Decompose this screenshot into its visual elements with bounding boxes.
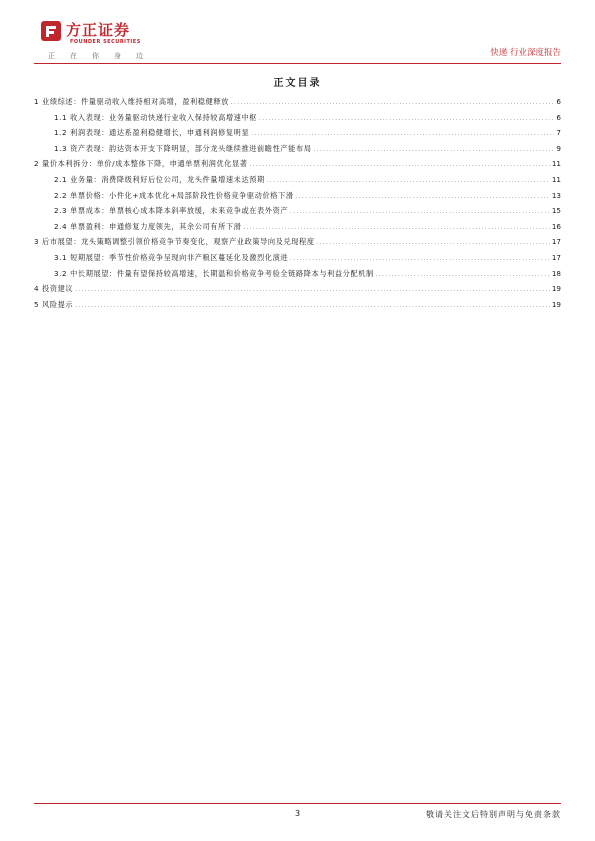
logo-english-name: FOUNDER SECURITIES — [70, 39, 141, 45]
toc-entry[interactable] — [34, 284, 561, 300]
toc-dot-leader — [75, 300, 550, 309]
toc-dot-leader — [251, 128, 554, 137]
toc-entry-title: 3.2 中长期展望：件量有望保持较高增速，长期温和价格竞争考验全链路降本与利益分配机制 — [54, 268, 374, 278]
toc-entry[interactable] — [34, 206, 561, 222]
logo-slogan: 正在你身边 — [48, 52, 158, 60]
toc-entry[interactable] — [34, 175, 561, 191]
toc-dot-leader — [317, 237, 550, 246]
page-header — [34, 18, 561, 64]
toc-entry-page: 9 — [556, 143, 561, 153]
toc-entry-title: 2 量价本利拆分：单价/成本整体下降，申通单票利润优化显著 — [34, 159, 248, 169]
report-type-tag: 快递 行业深度报告 — [490, 48, 561, 58]
toc-entry-page: 15 — [551, 206, 561, 216]
toc-title: 正文目录 — [273, 78, 322, 89]
founder-securities-logo — [40, 18, 180, 62]
toc-dot-leader — [314, 144, 555, 153]
toc-dot-leader — [75, 284, 550, 293]
toc-entry-page: 6 — [556, 97, 561, 106]
toc-entry[interactable] — [34, 269, 561, 285]
toc-entry[interactable] — [34, 253, 561, 269]
toc-entry[interactable] — [34, 113, 561, 129]
footer-divider — [34, 803, 561, 804]
toc-entry[interactable] — [34, 128, 561, 144]
toc-entry-title: 1 业绩综述：件量驱动收入维持相对高增，盈利稳健释放 — [34, 97, 229, 106]
toc-entry-page: 6 — [556, 112, 561, 122]
toc-entry-title: 2.2 单票价格：小件化+成本优化+局部阶段性价格竞争驱动价格下滑 — [54, 190, 294, 200]
toc-entry-page: 17 — [551, 252, 561, 262]
toc-entry-page: 19 — [551, 299, 561, 309]
toc-dot-leader — [290, 253, 550, 262]
toc-entry-page: 18 — [551, 268, 561, 278]
toc-dot-leader — [376, 269, 550, 278]
toc-dot-leader — [290, 206, 550, 215]
toc-entry[interactable] — [34, 97, 561, 113]
toc-entry[interactable] — [34, 144, 561, 160]
disclaimer-notice: 敬请关注文后特别声明与免责条款 — [426, 810, 561, 819]
toc-entry-title: 3 后市展望：龙头策略调整引领价格竞争节奏变化，观察产业政策导向及兑现程度 — [34, 237, 315, 247]
header-divider — [34, 63, 561, 64]
toc-entry[interactable] — [34, 222, 561, 238]
toc-entry-page: 13 — [551, 190, 561, 200]
toc-dot-leader — [296, 191, 550, 200]
toc-dot-leader — [267, 175, 550, 184]
table-of-contents — [34, 97, 561, 315]
toc-entry-title: 1.3 资产表现：韵达资本开支下降明显，部分龙头继续推进前瞻性产能布局 — [54, 143, 312, 153]
toc-entry-page: 16 — [551, 221, 561, 231]
toc-dot-leader — [259, 113, 554, 122]
logo-chinese-name: 方正证券 — [66, 21, 131, 39]
toc-entry-title: 2.3 单票成本：单票核心成本降本斜率放缓，未来竞争或在表外资产 — [54, 206, 289, 216]
toc-dot-leader — [250, 159, 550, 168]
toc-entry-page: 11 — [551, 159, 561, 169]
toc-entry-page: 19 — [551, 284, 561, 294]
toc-entry-title: 1.2 利润表现：通达系盈利稳健增长，申通利润修复明显 — [54, 128, 250, 138]
toc-entry[interactable] — [34, 191, 561, 207]
toc-entry-page: 7 — [556, 128, 561, 138]
toc-entry-page: 11 — [551, 174, 561, 184]
toc-entry[interactable] — [34, 237, 561, 253]
toc-entry-title: 5 风险提示 — [34, 299, 74, 309]
toc-entry-title: 2.4 单票盈利：申通修复力度领先，其余公司有所下滑 — [54, 221, 242, 231]
toc-entry[interactable] — [34, 300, 561, 316]
toc-entry[interactable] — [34, 159, 561, 175]
toc-entry-title: 1.1 收入表现：业务量驱动快递行业收入保持较高增速中枢 — [54, 112, 258, 122]
toc-dot-leader — [231, 97, 554, 106]
founder-logo-icon — [40, 20, 62, 42]
toc-entry-title: 2.1 业务量：消费降级利好后位公司，龙头件量增速未达预期 — [54, 174, 265, 184]
toc-entry-page: 17 — [551, 237, 561, 247]
toc-entry-title: 3.1 短期展望：季节性价格竞争呈现向非产粮区蔓延化及激烈化演进 — [54, 252, 289, 262]
page-number: 3 — [294, 809, 301, 818]
toc-dot-leader — [243, 222, 549, 231]
toc-entry-title: 4 投资建议 — [34, 284, 74, 294]
